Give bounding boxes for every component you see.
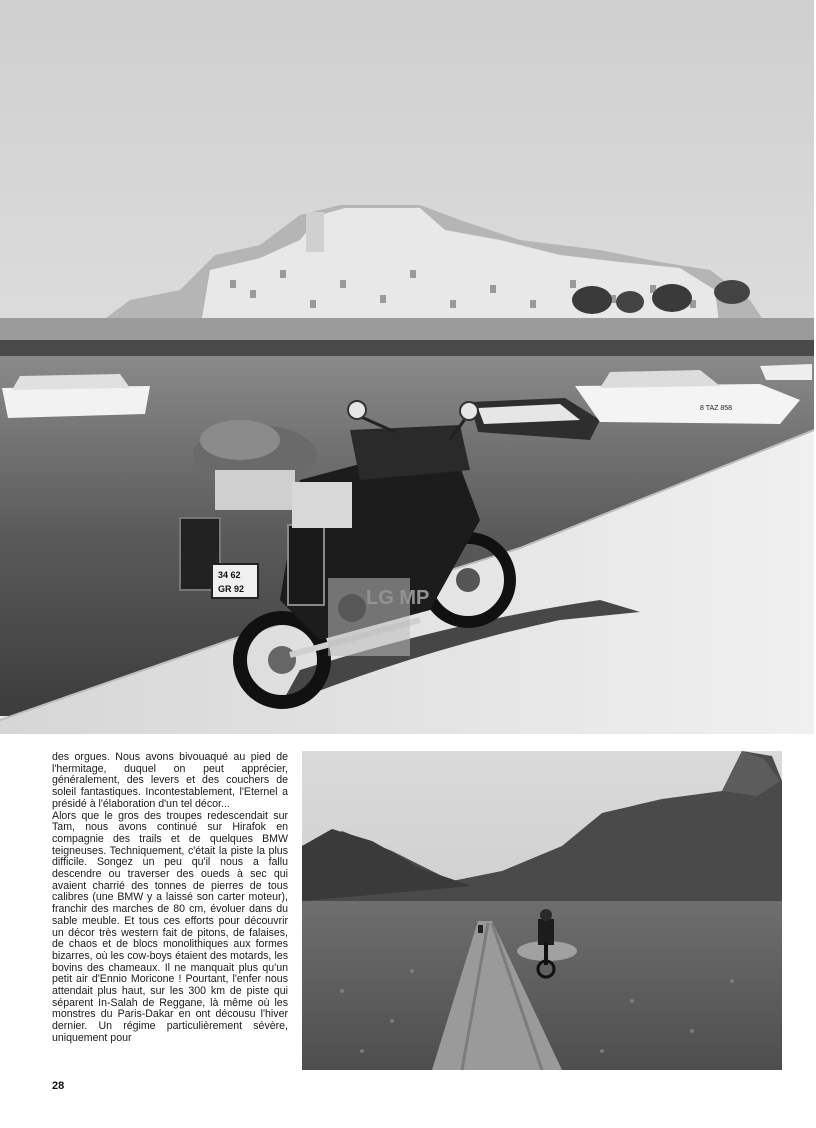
article-paragraph-2: Alors que le gros des troupes redescendait sur Tam, nous avons continué sur Hirafok en compagnie des trails et de quelques BMW teigneuses. Techniquement, c'était la piste la plus difficile. Songez un peu qu'il nous a fallu descendre ou traverser des oueds à sec qui avaient charrié des tonnes de pierres de tous calibres (une BMW y a laissé son carter moteur), franchir des marches de 80 cm, évoluer dans du sable meuble. Et tous ces efforts pour découvrir un décor très western fait de pitons, de falaises, de chaos et de blocs monolithiques aux formes bizarres, où les cow-boys étaient des motards, les bovins des chameaux. Il ne manquait plus qu'un petit air d'Ennio Moricone ! Pourtant, l'enfer nous attendait plus haut, sur les 300 km de piste qui séparent In-Salah de Reggane, là même où les monstres du Paris-Dakar en ont décousu l'hiver dernier. Un régime particulièrement sévère, uniquement pour [52,809,288,1044]
license-plate-line-2: GR 92 [218,584,245,594]
desert-track-photo [302,751,782,1070]
article-body [52,752,288,1045]
license-plate-line-1: 34 62 [218,570,241,580]
distant-rider [478,925,483,933]
page-number: 28 [52,1080,65,1092]
article-paragraph-1: des orgues. Nous avons bivouaqué au pied de l'hermitage, duquel on peut apprécier, généralement, des levers et des couchers de soleil fantastiques. Incontestablement, l'Eternel a présidé à l'élaboration d'un tel décor... [52,751,288,810]
boat-registration: 8 TAZ 858 [700,405,733,412]
watermark-text: LG MP [366,587,430,609]
